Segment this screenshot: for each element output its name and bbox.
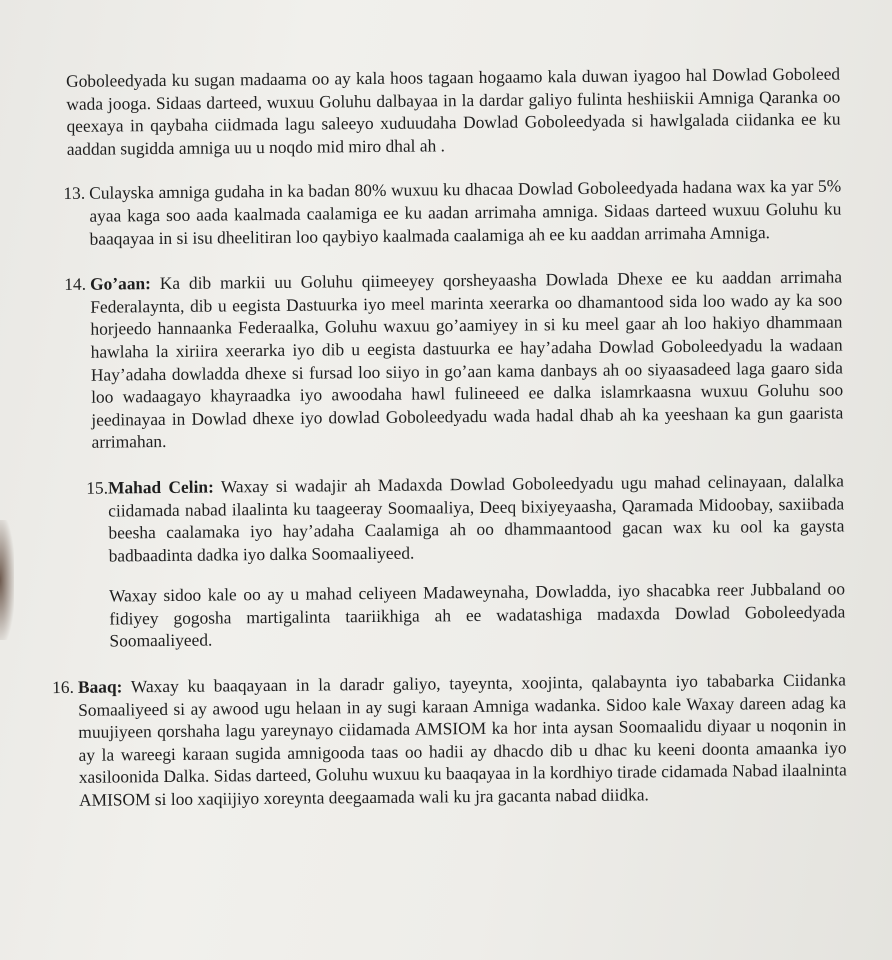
item-body: Ka dib markii uu Goluhu qiimeeyey qorsheyaasha Dowlada Dhexe ee ku aaddan arrimaha Federalaynta, dib u eegista Dastuurka iyo meel marinta xeerarka oo dhamantood sida loo wado ay ka soo horjeedo hannaanka Federaalka, Goluhu waxuu go’aamiyey in si ku meel gaar ah loo hakiyo dhammaan hawlaha la xiriira xeerarka iyo dib u eegista dastuurka ee hay’adaha Dowlad Goboleedyadu la wadaan Hay’adaha dowladda dhexe si fursad loo siiyo in go’aan kama danbays ah oo siyaasadeed laga gaaro sida loo wadaagayo khayraadka iyo awoodaha hawl fulineeed ee dalka islamrkaasna wuxuu Goluhu soo jeedinayaa in Dowlad dhexe iyo dowlad Goboleedyadu wada hadal dhab ah ka yeeshaan ka gun gaarista arrimahan. <box>90 266 844 453</box>
item-16 <box>48 669 847 812</box>
item-body: Waxay ku baaqayaan in la daradr galiyo, tayeynta, xoojinta, qalabaynta iyo tababarka Ciidanka Somaaliyeed si ay awood ugu helaan in ay sugi karaan Amniga wadanka. Sidoo kale Waxay dareen adag ka muujiyeen qorshaha lagu yareynayo ciidamada AMSIOM ka hor inta aysan Soomaalidu diyaar u noqonin in ay la wareegi karaan sugida amnigooda taas oo hadii ay dhacdo dib u dhac ku keeni doonta amaanka iyo xasiloonida Dalka. Sidas darteed, Goluhu wuxuu ku baaqayaa in la kordhiyo tirade cidamada Nabad ilaalninta AMISOM si loo xaqiijiyo xoreynta deegaamada wali ku jra gacanta nabad diidka. <box>78 669 847 810</box>
item-heading: Mahad Celin: <box>107 476 214 498</box>
item-15 <box>86 469 846 652</box>
item-number: 13. <box>63 183 86 204</box>
item-text <box>90 266 844 454</box>
item-heading: Baaq: <box>77 676 123 697</box>
document-body <box>52 62 847 811</box>
item-body: Culayska amniga gudaha in ka badan 80% wuxuu ku dhacaa Dowlad Goboleedyada hadana wax ka yar 5% ayaa kaga soo aada kaalmada caalamiga ee ku aadan arrimaha amniga. Sidaas darteed wuxuu Goluhu ku baaqayaa in si isu dheelitiran loo qaybiyo kaalmada caalamiga ah ee ku aaddan arrimaha Amniga. <box>89 175 842 249</box>
item-13 <box>59 175 842 250</box>
item-text <box>104 469 845 566</box>
item-text <box>78 669 847 812</box>
item-number: 15. <box>86 477 109 498</box>
intro-paragraph: Goboleedyada ku sugan madaama oo ay kala hoos tagaan hogaamo kala duwan iyagoo hal Dowlad Goboleed wada jooga. Sidaas darteed, wuxuu Goluhu dalbayaa in la dardar galiyo fulinta heshiiskii Amniga Qaranka oo qeexaya in qaybaha ciidmada lagu saleeyo xuduudaha Dowlad Goboleedyada si hawlgalada ciidanka ee ku aaddan sugidda amniga uu u noqdo mid miro dhal ah . <box>66 63 841 159</box>
item-body: Waxay si wadajir ah Madaxda Dowlad Goboleedyadu ugu mahad celinayaan, dalalka ciidamada nabad ilaalinta ku taageeray Soomaaliya, Deeq bixiyeyaasha, Qaramada Midoobay, saxiibada beesha caalamaka iyo hay’adaha Caalamiga ah oo dhammaantood gacan wax ku ool ka gaysta badbaadinta dadka iyo dalka Soomaaliyeed. <box>108 470 845 566</box>
item-subparagraph: Waxay sidoo kale oo ay u mahad celiyeen Madaweynaha, Dowladda, iyo shacabka reer Jubbaland oo fidiyey gogosha martigalinta taariikhiga ah ee wadatashiga madaxda Dowlad Goboleedyada Soomaaliyeed. <box>108 578 846 652</box>
item-heading: Go’aan: <box>89 273 152 294</box>
item-number: 14. <box>64 273 87 295</box>
finger-shadow <box>0 520 14 640</box>
item-text <box>89 175 842 250</box>
item-number: 16. <box>52 676 75 698</box>
item-14 <box>60 266 844 454</box>
